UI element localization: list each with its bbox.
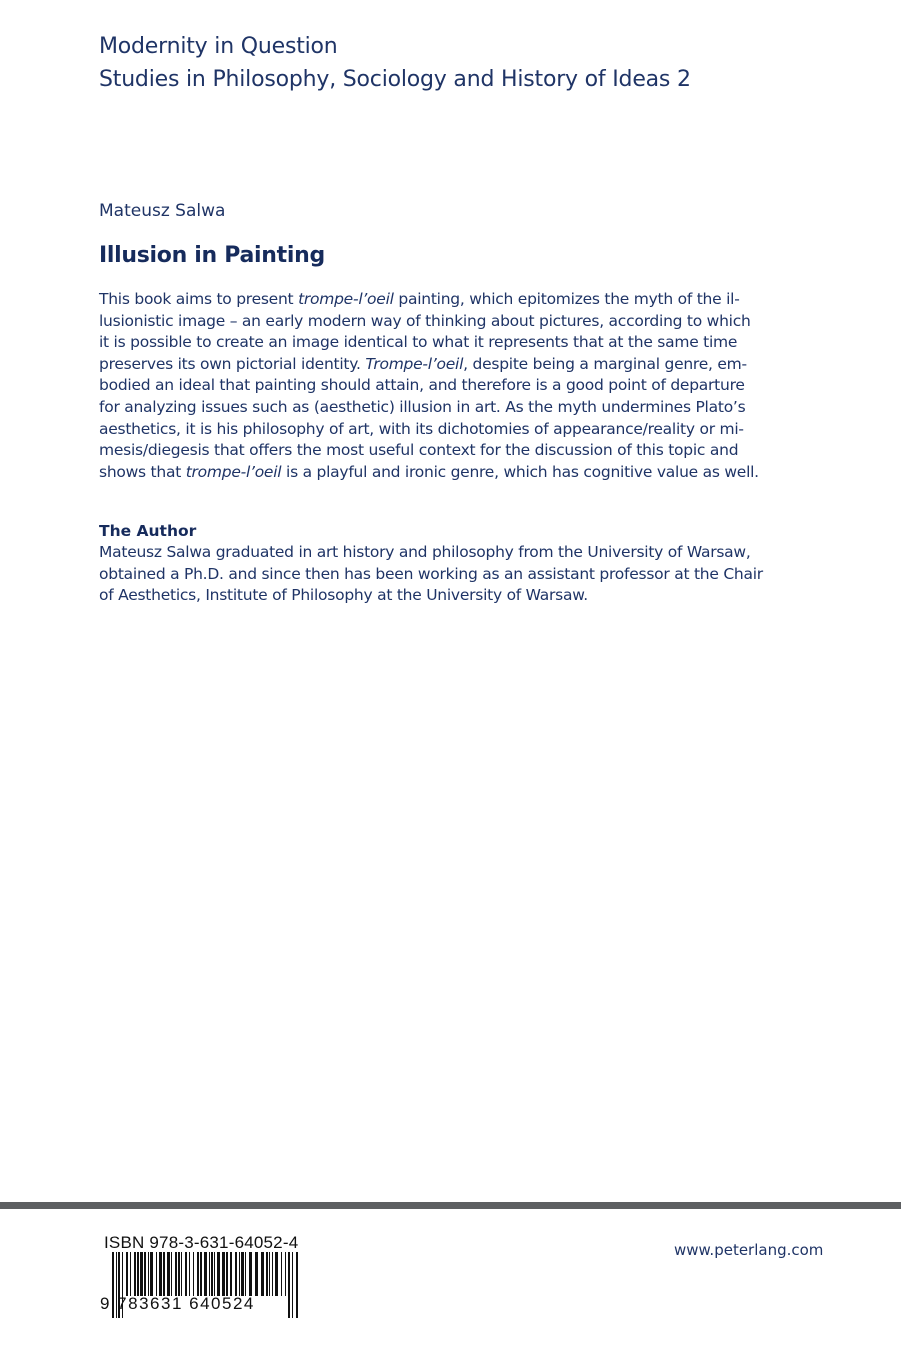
barcode-bar	[281, 1252, 282, 1296]
barcode-bar	[239, 1252, 240, 1296]
barcode-bar	[159, 1252, 162, 1296]
isbn-label: ISBN 978-3-631-64052-4	[104, 1233, 299, 1252]
blurb-text-run: lusionistic image – an early modern way of thinking about pictures, according to which	[99, 311, 751, 330]
barcode-bar	[181, 1252, 182, 1296]
barcode-bar	[209, 1252, 210, 1296]
barcode-bar	[269, 1252, 270, 1296]
barcode-bar	[134, 1252, 136, 1296]
barcode-bar	[255, 1252, 258, 1296]
barcode-bar	[211, 1252, 213, 1296]
series-block	[99, 30, 859, 96]
barcode-bar	[150, 1252, 153, 1296]
barcode-bar	[171, 1252, 172, 1296]
blurb-italic-run: trompe-l’oeil	[298, 290, 394, 308]
blurb-text-run: painting, which epitomizes the myth of the il-	[393, 290, 740, 308]
blurb-line	[99, 397, 804, 419]
barcode-bar	[275, 1252, 278, 1296]
barcode-bar	[249, 1252, 252, 1296]
barcode-bar	[200, 1252, 202, 1296]
author-bio-line: Mateusz Salwa graduated in art history and philosophy from the University of Warsaw,	[99, 543, 751, 561]
blurb-line	[99, 440, 804, 462]
publisher-website: www.peterlang.com	[674, 1241, 824, 1259]
barcode-bar	[167, 1252, 170, 1296]
footer-divider	[0, 1202, 901, 1209]
barcode-bar	[235, 1252, 237, 1296]
barcode-bar	[272, 1252, 273, 1296]
author-bio-line: of Aesthetics, Institute of Philosophy at the University of Warsaw.	[99, 586, 588, 605]
barcode-bar	[175, 1252, 177, 1296]
book-blurb	[99, 289, 804, 483]
blurb-line	[99, 311, 804, 333]
author-bio	[99, 542, 804, 607]
barcode-bar	[261, 1252, 264, 1296]
barcode-bar	[285, 1252, 286, 1296]
blurb-line	[99, 289, 804, 311]
author-section-heading: The Author	[99, 522, 197, 540]
barcode-bar	[197, 1252, 199, 1296]
barcode-bar	[214, 1252, 215, 1296]
barcode-bar	[193, 1252, 194, 1296]
barcode-bar	[217, 1252, 220, 1296]
barcode-bar	[140, 1252, 143, 1296]
blurb-text-run: for analyzing issues such as (aesthetic) illusion in art. As the myth undermines Plato’s	[99, 397, 746, 416]
barcode-digits: 9 783631 640524	[100, 1294, 255, 1313]
blurb-text-run: bodied an ideal that painting should attain, and therefore is a good point of departure	[99, 376, 745, 395]
barcode-bar	[266, 1252, 268, 1296]
barcode-bar	[130, 1252, 131, 1296]
barcode-bar	[163, 1252, 165, 1296]
barcode-bar	[185, 1252, 187, 1296]
blurb-text-run: , despite being a marginal genre, em-	[463, 354, 747, 373]
blurb-text-run: mesis/diegesis that offers the most useful context for the discussion of this topic and	[99, 441, 739, 460]
barcode-bar	[178, 1252, 180, 1296]
series-title: Modernity in Question	[99, 34, 338, 59]
barcode-bar	[241, 1252, 244, 1296]
barcode-bar	[144, 1252, 146, 1296]
barcode-bar	[189, 1252, 190, 1296]
blurb-line	[99, 375, 804, 397]
blurb-line	[99, 419, 804, 441]
blurb-text-run: is a playful and ironic genre, which has cognitive value as well.	[281, 462, 759, 481]
barcode-bar	[230, 1252, 232, 1296]
barcode-bar	[148, 1252, 149, 1296]
barcode-bar	[226, 1252, 228, 1296]
barcode-bar	[245, 1252, 246, 1296]
blurb-text-run: aesthetics, it is his philosophy of art, with its dichotomies of appearance/reality or mi-	[99, 419, 744, 438]
barcode-bar	[137, 1252, 139, 1296]
blurb-italic-run: trompe-l’oeil	[185, 462, 282, 481]
author-name: Mateusz Salwa	[99, 201, 226, 221]
blurb-text-run: shows that	[99, 462, 186, 481]
book-title: Illusion in Painting	[99, 243, 325, 268]
blurb-text-run: it is possible to create an image identical to what it represents that at the same time	[99, 333, 738, 352]
blurb-italic-run: Trompe-l’oeil	[365, 354, 464, 373]
blurb-text-run: This book aims to present	[99, 290, 299, 308]
author-bio-line: obtained a Ph.D. and since then has been working as an assistant professor at the Chair	[99, 564, 763, 583]
blurb-line	[99, 354, 804, 376]
barcode-bar	[156, 1252, 157, 1296]
barcode-bar	[222, 1252, 225, 1296]
barcode-bar	[204, 1252, 207, 1296]
barcode-bar	[126, 1252, 128, 1296]
blurb-text-run: preserves its own pictorial identity.	[99, 354, 366, 373]
series-subtitle: Studies in Philosophy, Sociology and History of Ideas 2	[99, 67, 691, 92]
blurb-line	[99, 462, 804, 484]
blurb-line	[99, 332, 804, 354]
